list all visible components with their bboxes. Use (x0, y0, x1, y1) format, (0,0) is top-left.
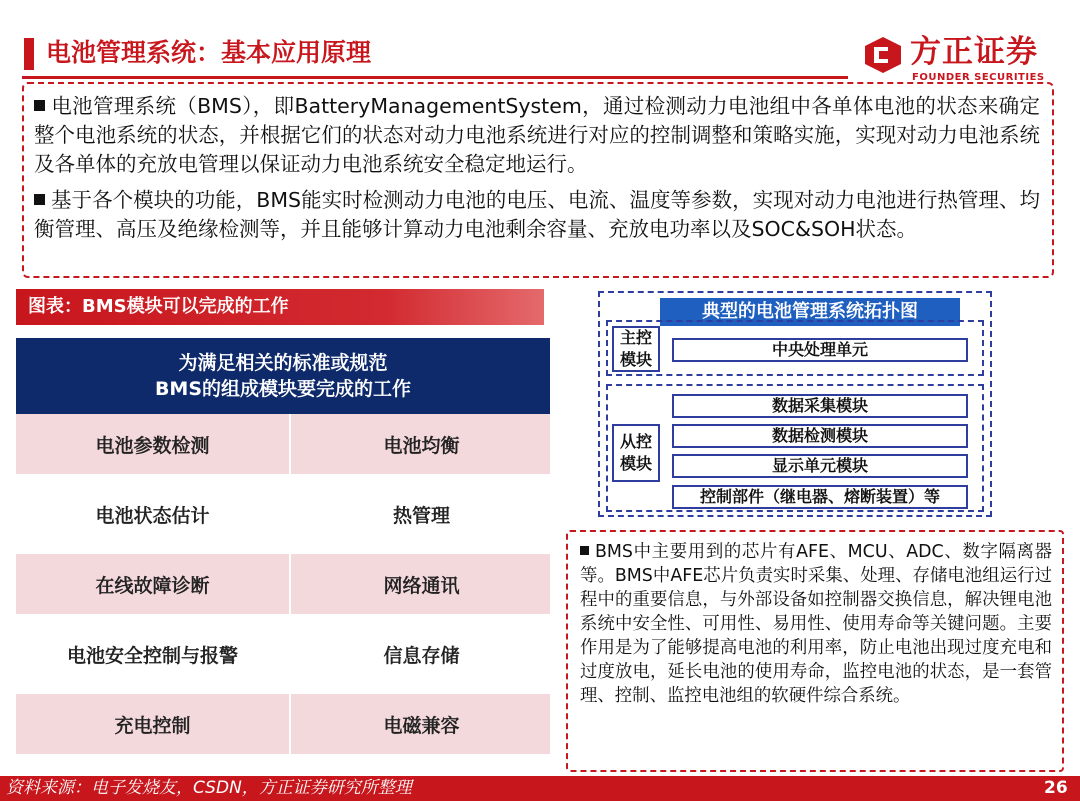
table-cell: 在线故障诊断 (95, 574, 210, 597)
title-accent-bar (24, 38, 34, 70)
table-row (16, 624, 550, 684)
table-cell: 电池状态估计 (95, 504, 210, 527)
table-cell: 信息存储 (289, 624, 552, 684)
diagram-module: 显示单元模块 (672, 454, 968, 478)
chip-note-box (566, 530, 1064, 772)
page-number: 26 (1044, 778, 1068, 798)
page-title: 电池管理系统：基本应用原理 (46, 38, 372, 67)
table-row (16, 554, 550, 614)
title-underline (22, 76, 848, 79)
table-header-line-2: BMS的组成模块要完成的工作 (154, 378, 412, 400)
diagram-module: 数据采集模块 (672, 394, 968, 418)
table-header (16, 338, 550, 414)
table-cell: 充电控制 (114, 714, 191, 737)
diagram-module: 控制部件（继电器、熔断装置）等 (672, 485, 968, 509)
table-row (16, 484, 550, 544)
founder-logo-icon (864, 36, 902, 74)
table-cell: 网络通讯 (289, 554, 552, 614)
table-cell: 电池均衡 (289, 414, 552, 474)
diagram-module: 数据检测模块 (672, 424, 968, 448)
table-header-line-1: 为满足相关的标准或规范 (178, 352, 388, 374)
bullet-square-icon (34, 194, 45, 205)
topology-title: 典型的电池管理系统拓扑图 (660, 298, 960, 326)
slave-label: 从控模块 (612, 424, 660, 482)
diagram-module: 中央处理单元 (672, 338, 968, 362)
intro-paragraph-1: 电池管理系统（BMS），即BatteryManagementSystem，通过检测动力电池组中各单体电池的状态来确定整个电池系统的状态，并根据它们的状态对动力电池系统进行对应的控制调整和策略实施，实现对动力电池系统及各单体的充放电管理以保证动力电池系统安全稳定地运行。 (34, 94, 1040, 176)
intro-paragraph-2: 基于各个模块的功能，BMS能实时检测动力电池的电压、电流、温度等参数，实现对动力电池进行热管理、均衡管理、高压及绝缘检测等，并且能够计算动力电池剩余容量、充放电功率以及SOC&SOH状态。 (34, 188, 1040, 241)
bullet-square-icon (580, 546, 589, 555)
bullet-square-icon (34, 100, 45, 111)
table-row (16, 414, 550, 474)
table-cell: 电磁兼容 (289, 694, 552, 754)
table-cell: 热管理 (289, 484, 552, 544)
chip-note-text: BMS中主要用到的芯片有AFE、MCU、ADC、数字隔离器等。BMS中AFE芯片负责实时采集、处理、存储电池组运行过程中的重要信息，与外部设备如控制器交换信息，解决锂电池系统中安全性、可用性、易用性、使用寿命等关键问题。主要作用是为了能够提高电池的利用率，防止电池出现过度充电和过度放电，延长电池的使用寿命，监控电池的状态，是一套管理、控制、监控电池组的软硬件综合系统。 (580, 542, 1052, 706)
source-note: 资料来源：电子发烧友，CSDN，方正证券研究所整理 (6, 778, 412, 798)
intro-box (22, 82, 1054, 278)
table-row (16, 694, 550, 754)
master-label: 主控模块 (612, 326, 660, 372)
logo-chinese-text: 方正证券 (910, 34, 1038, 70)
table-cell: 电池参数检测 (95, 434, 210, 457)
table-cell: 电池安全控制与报警 (66, 644, 238, 667)
table-caption: 图表：BMS模块可以完成的工作 (16, 289, 544, 325)
logo-english-text: FOUNDER SECURITIES (912, 72, 1045, 83)
